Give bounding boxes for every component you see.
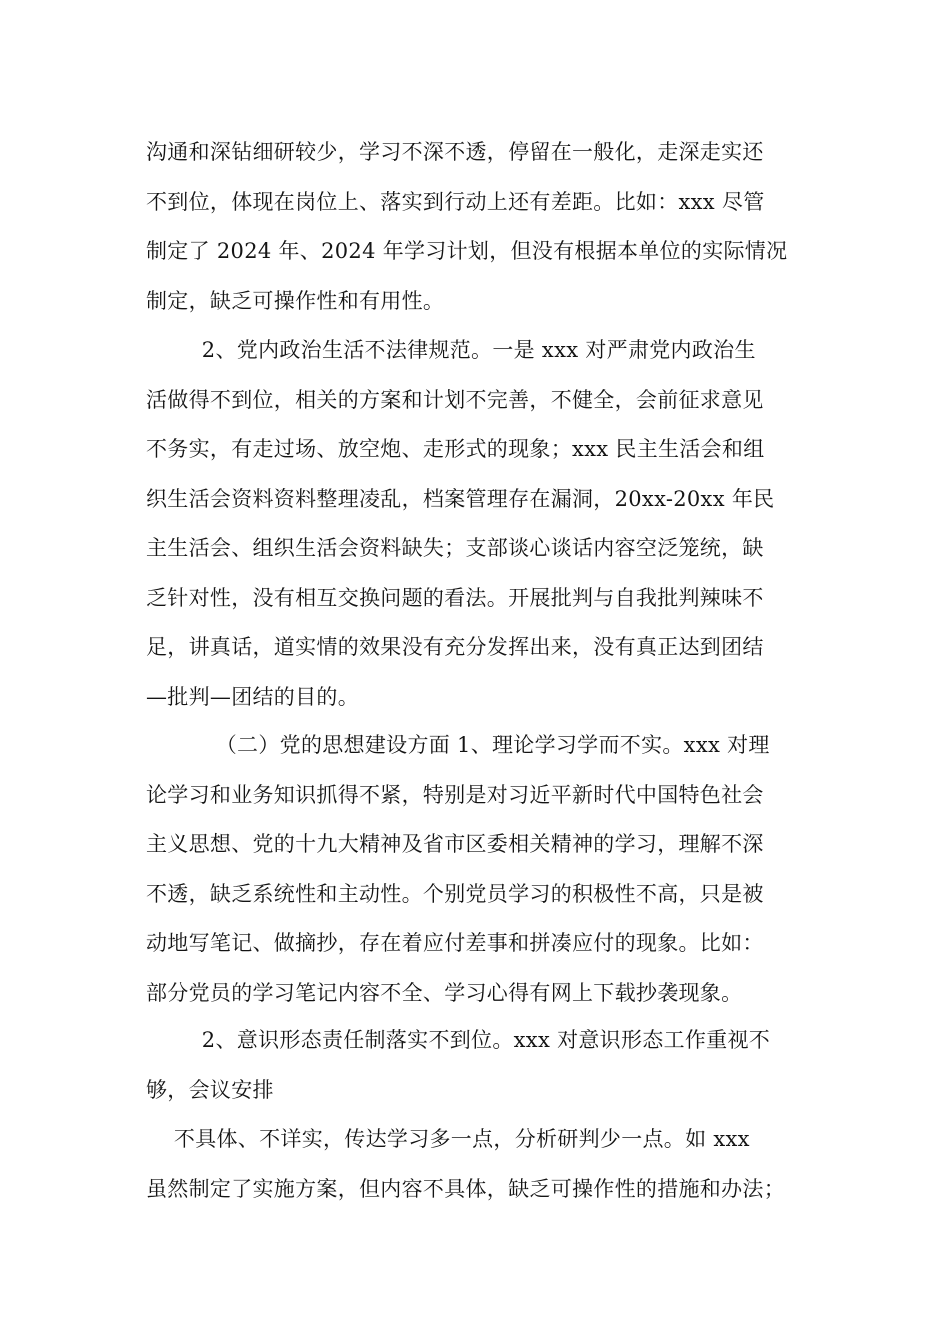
- paragraph-study-depth: [146, 128, 806, 326]
- text-line: 2、意识形态责任制落实不到位。xxx 对意识形态工作重视不: [146, 1028, 771, 1052]
- text-line: 制定，缺乏可操作性和有用性。: [146, 288, 445, 313]
- text-line: 不到位，体现在岗位上、落实到行动上还有差距。比如：xxx 尽管: [146, 189, 765, 214]
- text-line: 够，会议安排: [146, 1077, 274, 1102]
- text-line: （二）党的思想建设方面 1、理论学习学而不实。xxx 对理: [146, 733, 770, 757]
- text-line: 2、党内政治生活不法律规范。一是 xxx 对严肃党内政治生: [146, 338, 756, 362]
- text-line: 部分党员的学习笔记内容不全、学习心得有网上下载抄袭现象。: [146, 980, 743, 1005]
- text-line: 织生活会资料资料整理凌乱，档案管理存在漏洞，20xx-20xx 年民: [146, 486, 775, 511]
- text-line: 不透，缺乏系统性和主动性。个别党员学习的积极性不高，只是被: [146, 881, 764, 906]
- paragraph-implementation-plan: [146, 1115, 806, 1214]
- text-line: 制定了 2024 年、2024 年学习计划，但没有根据本单位的实际情况: [146, 239, 788, 263]
- paragraph-ideological-building: [146, 721, 806, 1018]
- text-line: 虽然制定了实施方案，但内容不具体，缺乏可操作性的措施和办法；: [146, 1176, 785, 1201]
- text-line: 不具体、不详实，传达学习多一点，分析研判少一点。如 xxx: [146, 1127, 750, 1151]
- text-line: 乏针对性，没有相互交换问题的看法。开展批判与自我批判辣味不: [146, 585, 764, 610]
- paragraph-political-life: [146, 326, 806, 722]
- text-line: 主生活会、组织生活会资料缺失；支部谈心谈话内容空泛笼统，缺: [146, 536, 764, 560]
- text-line: 论学习和业务知识抓得不紧，特别是对习近平新时代中国特色社会: [146, 782, 764, 807]
- text-line: —批判—团结的目的。: [146, 684, 359, 709]
- text-line: 动地写笔记、做摘抄，存在着应付差事和拼凑应付的现象。比如：: [146, 931, 764, 955]
- paragraph-ideology-responsibility: [146, 1016, 806, 1115]
- text-line: 足，讲真话，道实情的效果没有充分发挥出来，没有真正达到团结: [146, 635, 764, 659]
- text-line: 不务实，有走过场、放空炮、走形式的现象；xxx 民主生活会和组: [146, 437, 765, 461]
- text-line: 活做得不到位，相关的方案和计划不完善，不健全，会前征求意见: [146, 387, 764, 412]
- text-line: 沟通和深钻细研较少，学习不深不透，停留在一般化，走深走实还: [146, 140, 764, 164]
- text-line: 主义思想、党的十九大精神及省市区委相关精神的学习，理解不深: [146, 832, 764, 856]
